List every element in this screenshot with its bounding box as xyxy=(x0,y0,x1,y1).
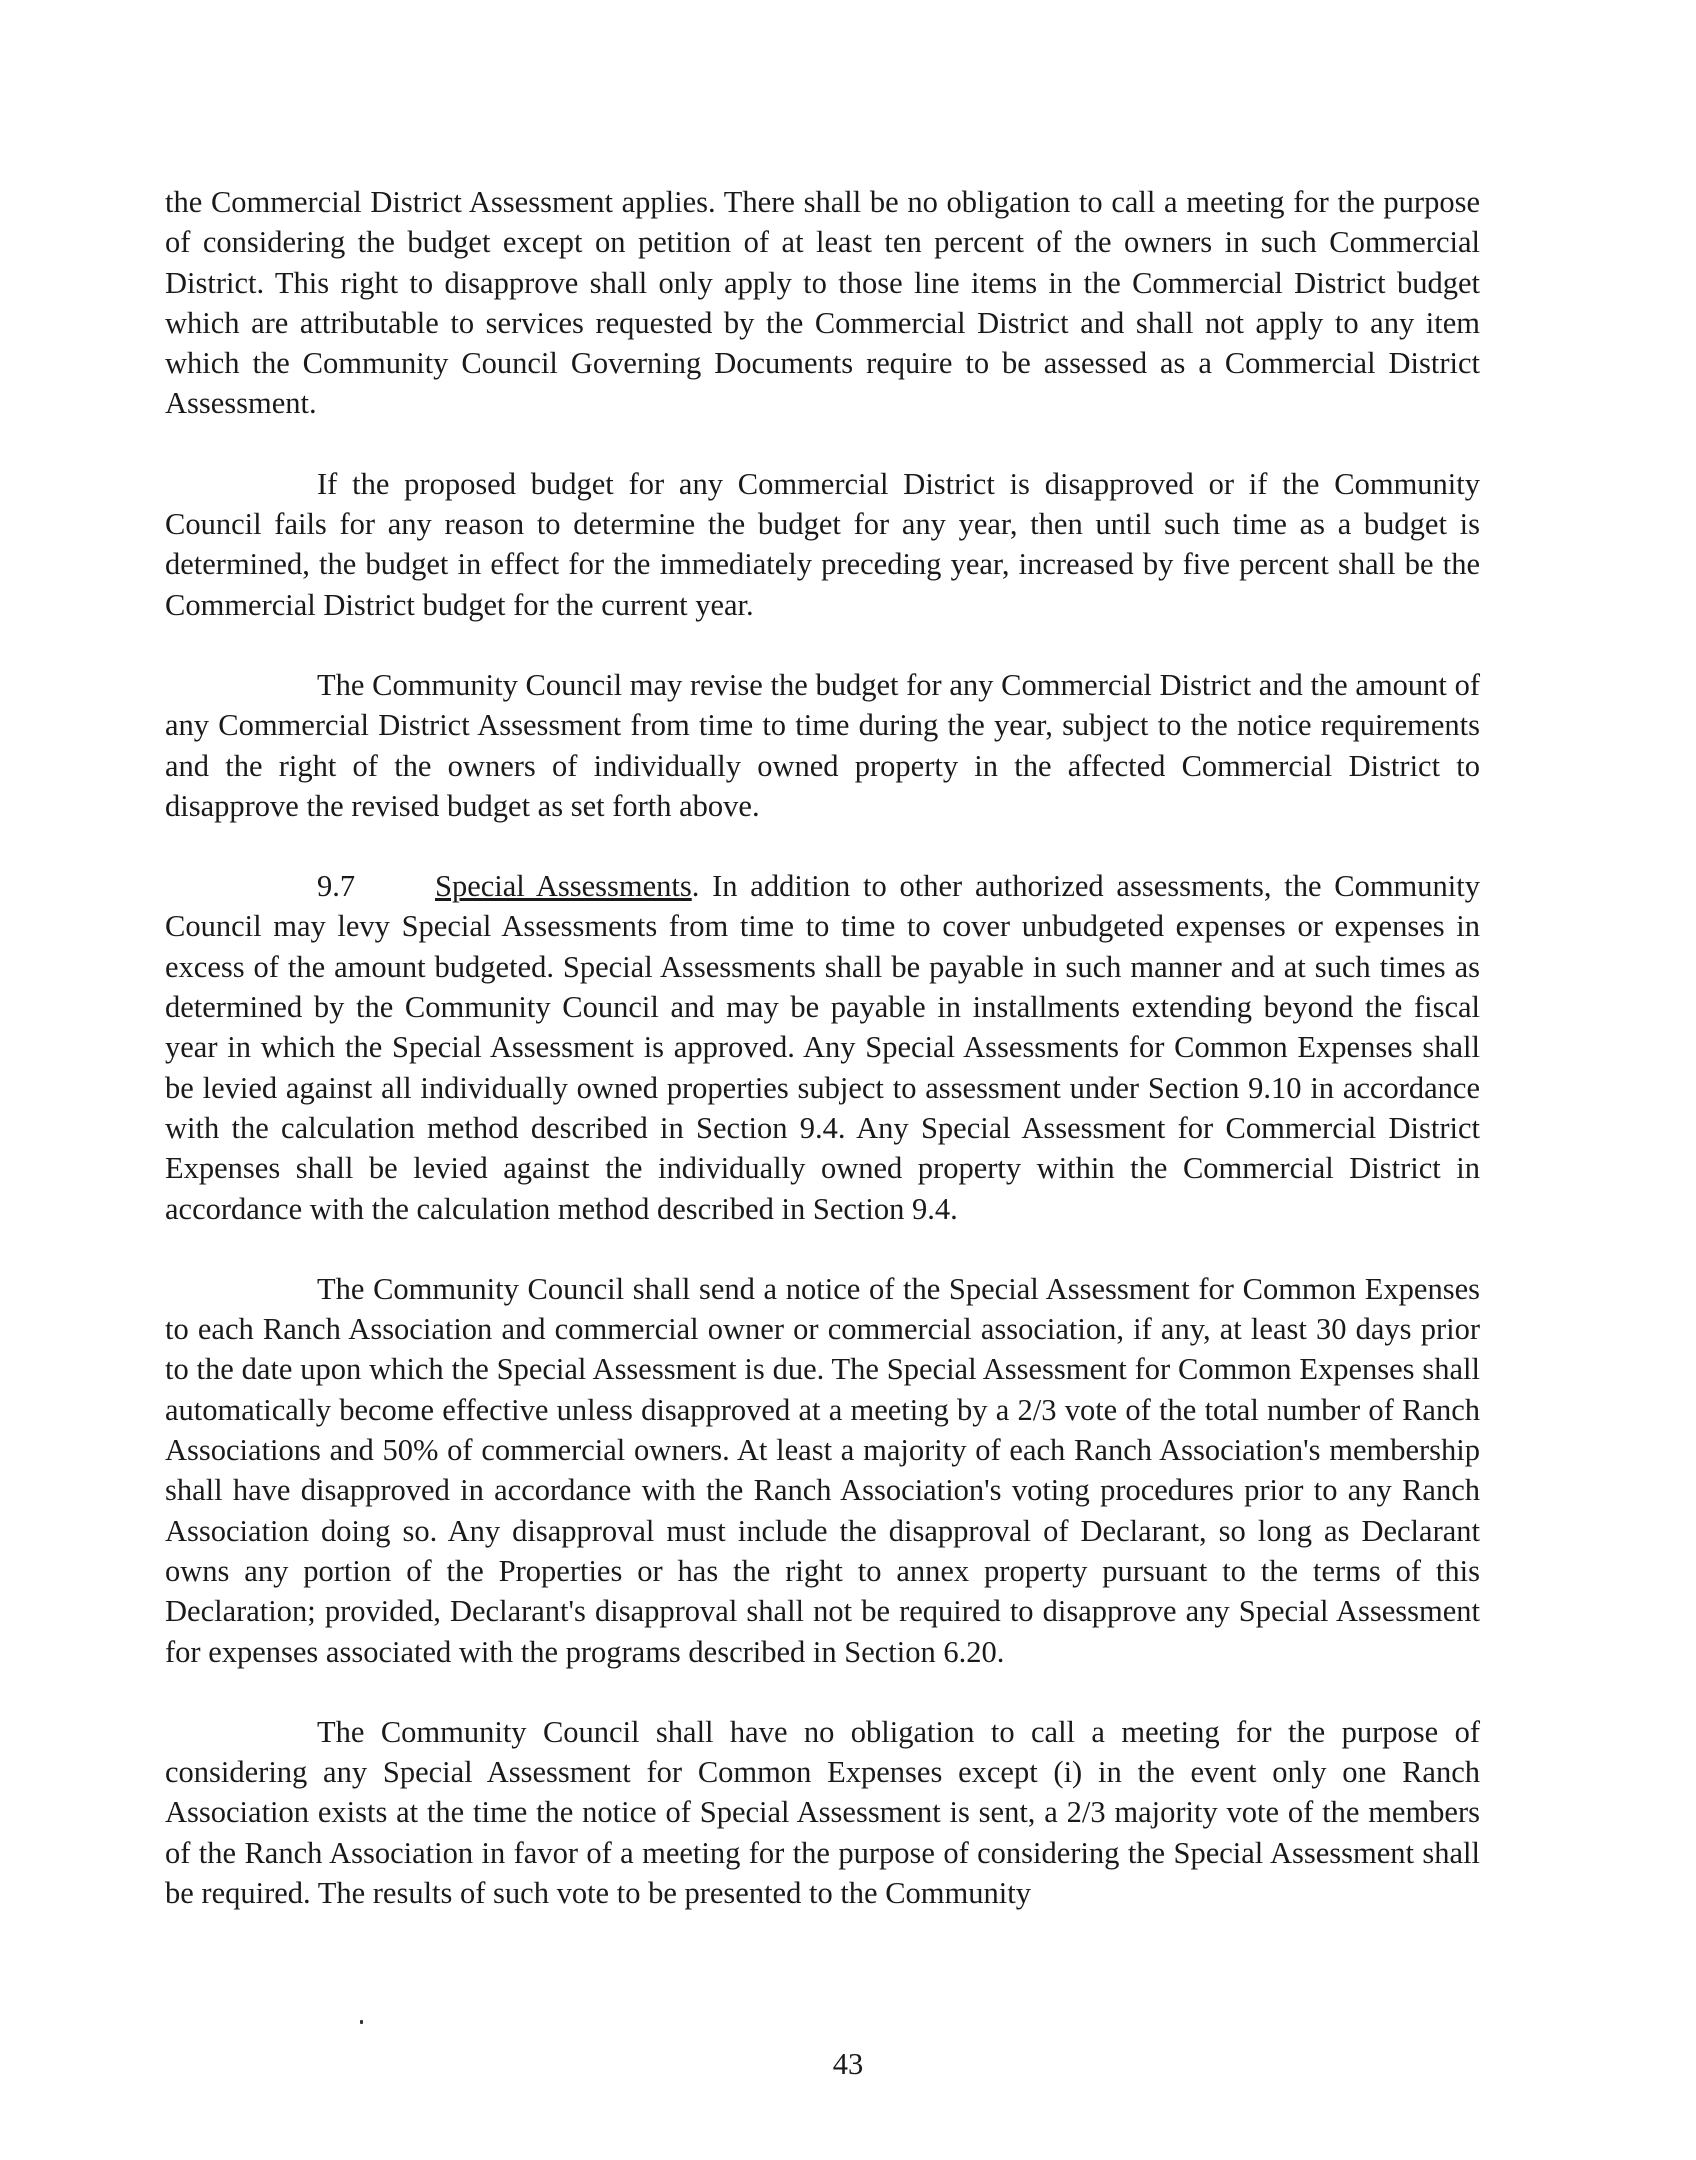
document-page xyxy=(165,182,1480,1953)
paragraph-budget-revision: The Community Council may revise the budget for any Commercial District and the amount of any Commercial District Assessment from time to time during the year, subject to the notice requirements and the right of the owners of individually owned property in the affected Commercial District to disapprove the revised budget as set forth above. xyxy=(165,667,1480,823)
section-number: 9.7 xyxy=(317,869,356,904)
section-9-7-special-assessments xyxy=(165,866,1480,1229)
section-title-punctuation: . xyxy=(691,869,700,904)
paragraph-commercial-district-assessment: the Commercial District Assessment applies. There shall be no obligation to call a meeting for the purpose of considering the budget except on petition of at least ten percent of the owners in such Commercial District. This right to disapprove shall only apply to those line items in the Commercial District budget which are attributable to services requested by the Commercial District and shall not apply to any item which the Community Council Governing Documents require to be assessed as a Commercial District Assessment. xyxy=(165,185,1480,421)
section-body: In addition to other authorized assessments, the Community Council may levy Special Assessments from time to time to cover unbudgeted expenses or expenses in excess of the amount budgeted. Special Assessments shall be payable in such manner and at such times as determined by the Community Council and may be payable in installments extending beyond the fiscal year in which the Special Assessment is approved. Any Special Assessments for Common Expenses shall be levied against all individually owned properties subject to assessment under Section 9.10 in accordance with the calculation method described in Section 9.4. Any Special Assessment for Commercial District Expenses shall be levied against the individually owned property within the Commercial District in accordance with the calculation method described in Section 9.4. xyxy=(165,869,1480,1226)
paragraph-special-assessment-notice: The Community Council shall send a notice of the Special Assessment for Common Expenses to each Ranch Association and commercial owner or commercial association, if any, at least 30 days prior to the date upon which the Special Assessment is due. The Special Assessment for Common Expenses shall automatically become effective unless disapproved at a meeting by a 2/3 vote of the total number of Ranch Associations and 50% of commercial owners. At least a majority of each Ranch Association's membership shall have disapproved in accordance with the Ranch Association's voting procedures prior to any Ranch Association doing so. Any disapproval must include the disapproval of Declarant, so long as Declarant owns any portion of the Properties or has the right to annex property pursuant to the terms of this Declaration; provided, Declarant's disapproval shall not be required to disapprove any Special Assessment for expenses associated with the programs described in Section 6.20. xyxy=(165,1271,1480,1669)
page-number: 43 xyxy=(832,2047,864,2081)
paragraph-meeting-obligation: The Community Council shall have no obligation to call a meeting for the purpose of considering any Special Assessment for Common Expenses except (i) in the event only one Ranch Association exists at the time the notice of Special Assessment is sent, a 2/3 majority vote of the members of the Ranch Association in favor of a meeting for the purpose of considering the Special Assessment shall be required. The results of such vote to be presented to the Community xyxy=(165,1714,1480,1910)
paragraph-budget-disapproved: If the proposed budget for any Commercial District is disapproved or if the Community Council fails for any reason to determine the budget for any year, then until such time as a budget is determined, the budget in effect for the immediately preceding year, increased by five percent shall be the Commercial District budget for the current year. xyxy=(165,466,1480,622)
scan-speck xyxy=(360,2020,363,2024)
section-title: Special Assessments xyxy=(435,869,692,904)
